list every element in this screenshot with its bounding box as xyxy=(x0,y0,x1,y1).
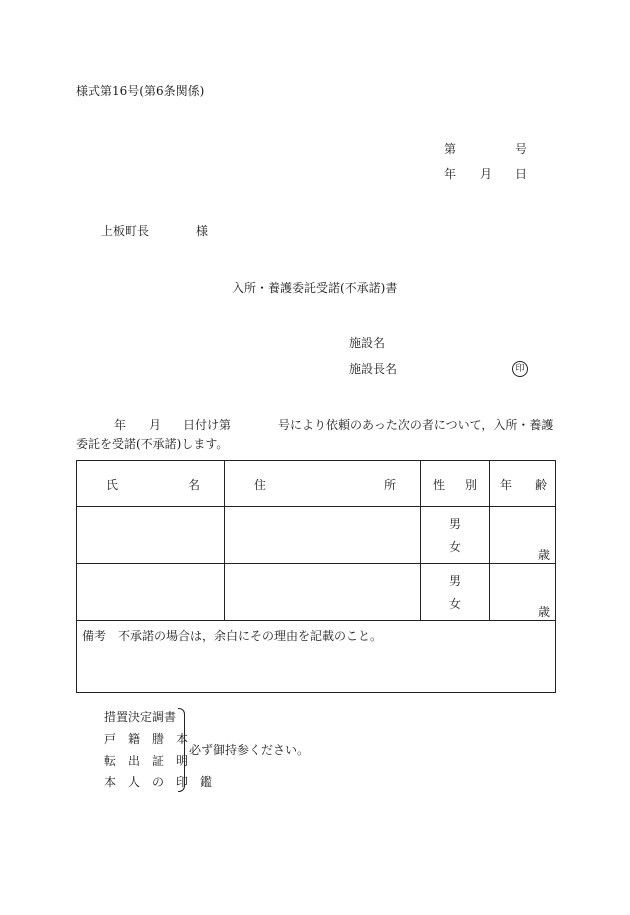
row1-male: 男 xyxy=(449,517,462,531)
table-col-divider xyxy=(420,461,421,620)
addressee-name: 上板町長 xyxy=(101,224,150,238)
remarks-text: 備考 不承諾の場合は，余白にその理由を記載のこと。 xyxy=(82,629,383,643)
addressee-honorific: 様 xyxy=(196,224,209,238)
header-gender-1: 性 xyxy=(433,478,446,492)
form-number: 様式第16号(第6条関係) xyxy=(76,84,205,98)
body-year: 年 xyxy=(114,418,127,432)
body-dated-no: 日付け第 xyxy=(183,418,232,432)
director-label: 施設長名 xyxy=(349,362,398,376)
doc-number-go: 号 xyxy=(515,142,528,156)
row2-age-unit: 歳 xyxy=(538,605,551,619)
doc-date-month: 月 xyxy=(480,167,493,181)
row2-female: 女 xyxy=(449,597,462,611)
attachments-note: 必ず御持参ください。 xyxy=(189,743,310,757)
header-address-1: 住 xyxy=(254,478,267,492)
row2-male: 男 xyxy=(449,574,462,588)
table-row-divider xyxy=(77,563,555,564)
header-address-2: 所 xyxy=(384,478,397,492)
row1-female: 女 xyxy=(449,540,462,554)
body-month: 月 xyxy=(149,418,162,432)
document-title: 入所・養護委託受諾(不承諾)書 xyxy=(232,281,398,295)
attachment-item: 本 人 の 印 鑑 xyxy=(104,775,213,789)
table-col-divider xyxy=(224,461,225,620)
header-name-1: 氏 xyxy=(106,478,119,492)
body-line2: 委託を受諾(不承諾)します。 xyxy=(76,437,229,451)
doc-number-dai: 第 xyxy=(444,142,457,156)
attachment-item: 措置決定調書 xyxy=(104,710,177,724)
seal-mark: 印 xyxy=(512,361,528,377)
applicant-table xyxy=(76,460,556,693)
header-age-1: 年 xyxy=(500,478,513,492)
header-name-2: 名 xyxy=(188,478,201,492)
table-row-divider xyxy=(77,506,555,507)
attachment-item: 転 出 証 明 xyxy=(104,754,189,768)
header-age-2: 齢 xyxy=(535,478,548,492)
row1-age-unit: 歳 xyxy=(538,548,551,562)
body-line1-rest: 号により依頼のあった次の者について，入所・養護 xyxy=(278,418,554,432)
attachment-item: 戸 籍 謄 本 xyxy=(104,732,189,746)
attachments-brace xyxy=(178,708,185,792)
table-col-divider xyxy=(489,461,490,620)
doc-date-year: 年 xyxy=(444,167,457,181)
doc-date-day: 日 xyxy=(515,167,528,181)
header-gender-2: 別 xyxy=(465,478,478,492)
table-row-divider xyxy=(77,620,555,621)
facility-label: 施設名 xyxy=(349,336,386,350)
